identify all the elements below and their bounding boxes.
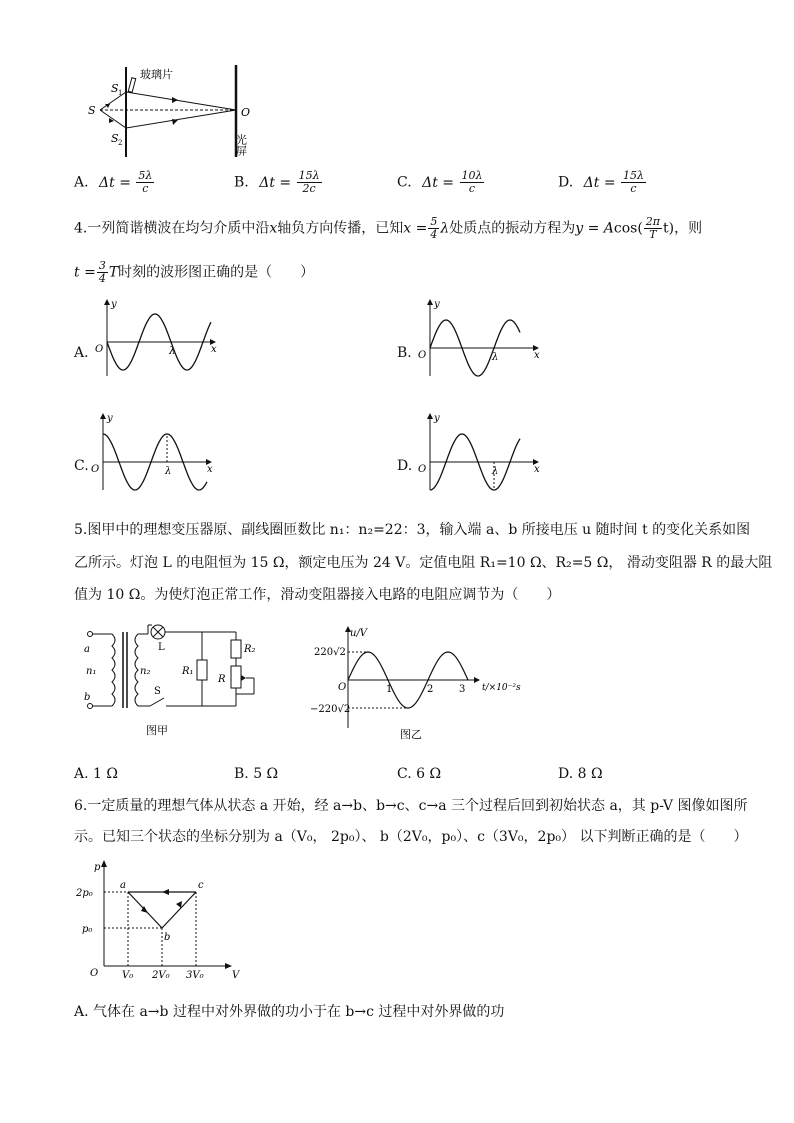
label-s2-sub: 2 xyxy=(118,139,123,147)
q5-option-d[interactable]: D. 8 Ω xyxy=(558,766,603,782)
label-s2: S xyxy=(111,132,119,145)
y-arrow xyxy=(100,413,106,419)
option-fraction xyxy=(621,170,646,195)
q6-line-2: 示。已知三个状态的坐标分别为 a（V₀， 2p₀）、 b（2V₀，p₀）、c（3V₀，2p₀） 以下判断正确的是（ ） xyxy=(74,829,748,845)
fraction-den: 4 xyxy=(430,228,438,241)
q6-line-1: 6.一定质量的理想气体从状态 a 开始，经 a→b、b→c、c→a 三个过程后回到初始状态 a，其 p-V 图像如图所 xyxy=(74,798,748,814)
option-lhs: Δt = xyxy=(99,174,131,191)
v-arrow xyxy=(225,963,232,969)
secondary-coil xyxy=(135,634,138,706)
q4-graph-c xyxy=(89,410,219,494)
q4-graph-a xyxy=(93,296,223,380)
terminal-b xyxy=(88,704,93,709)
q5-line-1: 5.图甲中的理想变压器原、副线圈匝数比 n₁：n₂=22：3，输入端 a、b 所接电压 u 随时间 t 的变化关系如图 xyxy=(74,522,751,538)
q5-line-3: 值为 10 Ω。为使灯泡正常工作，滑动变阻器接入电路的电阻应调节为（ ） xyxy=(74,587,561,603)
ray-s2-o xyxy=(126,110,236,128)
q4-option-d[interactable]: D. xyxy=(397,458,413,474)
ylabel: u/V xyxy=(350,628,368,639)
p-arrow xyxy=(101,860,107,867)
q4-frac-3-4 xyxy=(97,260,108,285)
glass-sheet xyxy=(128,78,135,93)
y-arrow xyxy=(427,413,433,419)
label-s1: S xyxy=(111,82,119,95)
arrow-lower xyxy=(172,119,178,125)
ymax-label: 220√2 xyxy=(314,647,346,658)
q5-circuit-diagram xyxy=(78,622,278,742)
label-2v0: 2V₀ xyxy=(152,970,170,981)
label-s: S xyxy=(154,686,161,697)
q4-var-T: T xyxy=(108,264,119,281)
q4-option-a[interactable]: A. xyxy=(74,345,89,361)
fraction-num: 5 xyxy=(430,215,438,228)
lambda-label: λ xyxy=(165,466,172,477)
terminal-a xyxy=(88,632,93,637)
option-fraction xyxy=(460,170,485,195)
label-p0: p₀ xyxy=(82,924,93,935)
q4-line-1 xyxy=(74,216,702,241)
ray-s-s2 xyxy=(100,110,126,128)
q4-lambda: λ xyxy=(440,220,450,237)
ymin-label: −220√2 xyxy=(310,704,351,715)
origin-label: O xyxy=(90,968,99,979)
q4-text: 轴负方向传播，已知 xyxy=(277,220,404,237)
label-b: b xyxy=(84,692,91,703)
label-glass: 玻璃片 xyxy=(140,68,173,81)
label-n1: n₁ xyxy=(86,666,97,677)
fraction-num: 15λ xyxy=(298,169,320,182)
q4-text: t)，则 xyxy=(663,220,703,237)
fraction-den: 4 xyxy=(98,272,106,285)
q5-option-b[interactable]: B. 5 Ω xyxy=(234,766,279,782)
label-s: S xyxy=(88,104,96,117)
q4-var-t: t = xyxy=(74,264,96,281)
q4-var-x: x xyxy=(269,220,278,237)
option-letter: C. xyxy=(397,174,412,191)
label-l: L xyxy=(158,642,165,653)
label-3v0: 3V₀ xyxy=(186,970,204,981)
x-label: x xyxy=(211,344,217,355)
y-label: y xyxy=(434,413,440,424)
label-n2: n₂ xyxy=(140,666,151,677)
label-r2: R₂ xyxy=(244,644,256,655)
process-b-c xyxy=(162,892,196,928)
q6-option-a[interactable]: A. 气体在 a→b 过程中对外界做的功小于在 b→c 过程中对外界做的功 xyxy=(74,1004,505,1020)
p-label: p xyxy=(94,862,101,873)
fraction-num: 5λ xyxy=(138,169,153,182)
y-label: y xyxy=(434,299,440,310)
label-s1-sub: 1 xyxy=(118,89,123,97)
q5-line-2: 乙所示。灯泡 L 的电阻恒为 15 Ω，额定电压为 24 V。定值电阻 R₁=10 Ω、R₂=5 Ω， 滑动变阻器 R 的最大阻 xyxy=(74,555,773,571)
rheostat-slider[interactable] xyxy=(241,675,246,681)
lambda-label: λ xyxy=(169,346,176,357)
x-label: x xyxy=(534,350,540,361)
point-c: c xyxy=(198,880,204,891)
q5-option-a[interactable]: A. 1 Ω xyxy=(74,766,118,782)
origin-label: O xyxy=(95,344,104,355)
fraction-num: 3 xyxy=(98,259,106,272)
caption-yi: 图乙 xyxy=(400,728,422,741)
q4-frac-2pi-t xyxy=(644,216,662,241)
q4-option-b[interactable]: B. xyxy=(397,345,412,361)
xlabel: t/×10⁻²s xyxy=(482,683,521,693)
t1-label: 1 xyxy=(386,684,393,695)
option-letter: A. xyxy=(74,174,89,191)
y-label: y xyxy=(111,299,117,310)
origin-label: O xyxy=(418,350,427,361)
label-o: O xyxy=(241,106,251,119)
lambda-label: λ xyxy=(492,466,499,477)
q4-text: 时刻的波形图正确的是（ ） xyxy=(118,264,315,281)
label-2p0: 2p₀ xyxy=(76,888,93,899)
primary-coil xyxy=(112,634,115,706)
label-screen: 光屏 xyxy=(234,134,248,156)
point-a: a xyxy=(120,880,126,891)
option-lhs: Δt = xyxy=(583,174,616,191)
label-a: a xyxy=(84,644,90,655)
option-lhs: Δt = xyxy=(422,174,455,191)
arrow-c-a xyxy=(162,889,169,895)
q4-var-x: x = xyxy=(403,220,428,237)
resistor-r2 xyxy=(231,640,241,658)
q4-text: 处质点的振动方程为 xyxy=(449,220,576,237)
origin-label: O xyxy=(338,682,347,693)
fraction-den: c xyxy=(468,182,476,195)
double-slit-figure xyxy=(78,62,258,162)
q3-option-b[interactable] xyxy=(234,170,323,195)
t2-label: 2 xyxy=(427,684,434,695)
q4-graph-d xyxy=(416,410,546,494)
x-label: x xyxy=(207,464,213,475)
fraction-num: 2π xyxy=(645,215,661,228)
lambda-label: λ xyxy=(492,352,499,363)
q3-option-a[interactable] xyxy=(74,170,155,195)
q4-option-c[interactable]: C. xyxy=(74,458,89,474)
switch-s[interactable] xyxy=(150,698,164,706)
arrow-b-c xyxy=(176,901,182,908)
origin-label: O xyxy=(91,464,100,475)
q4-graph-b xyxy=(416,296,546,380)
q5-voltage-graph xyxy=(310,624,540,744)
fraction-den: c xyxy=(142,182,149,195)
q4-text: 4.一列简谐横波在均匀介质中沿 xyxy=(74,220,270,237)
q4-line-2 xyxy=(74,260,314,285)
fraction-num: 10λ xyxy=(461,169,483,182)
q4-frac-5-4 xyxy=(428,216,439,241)
caption-jia: 图甲 xyxy=(146,724,168,737)
option-letter: D. xyxy=(558,174,574,191)
q6-pv-graph xyxy=(76,858,246,982)
v-label: V xyxy=(232,970,240,981)
label-v0: V₀ xyxy=(122,970,134,981)
q4-eq-y: y = A xyxy=(575,220,614,237)
q3-option-d[interactable] xyxy=(558,170,647,195)
label-r1: R₁ xyxy=(182,666,194,677)
q5-option-c[interactable]: C. 6 Ω xyxy=(397,766,442,782)
label-r: R xyxy=(218,674,226,685)
option-fraction xyxy=(136,170,154,195)
resistor-r1 xyxy=(197,660,207,680)
fraction-den: c xyxy=(630,182,637,195)
point-b: b xyxy=(164,932,171,943)
option-letter: B. xyxy=(234,174,249,191)
option-lhs: Δt = xyxy=(259,174,292,191)
y-arrow xyxy=(427,299,433,305)
q3-option-c[interactable] xyxy=(397,170,485,195)
y-label: y xyxy=(107,413,113,424)
arrow-upper xyxy=(172,97,178,103)
y-arrow xyxy=(104,299,110,305)
fraction-den: T xyxy=(649,228,657,241)
fraction-den: 2c xyxy=(302,182,316,195)
option-fraction xyxy=(297,170,322,195)
q4-cos: cos( xyxy=(613,220,643,237)
x-label: x xyxy=(534,464,540,475)
ray-s1-o xyxy=(126,92,236,110)
rheostat-r[interactable] xyxy=(231,666,241,688)
t3-label: 3 xyxy=(459,684,466,695)
origin-label: O xyxy=(418,464,427,475)
x-arrow xyxy=(474,677,480,683)
fraction-num: 15λ xyxy=(623,169,644,182)
